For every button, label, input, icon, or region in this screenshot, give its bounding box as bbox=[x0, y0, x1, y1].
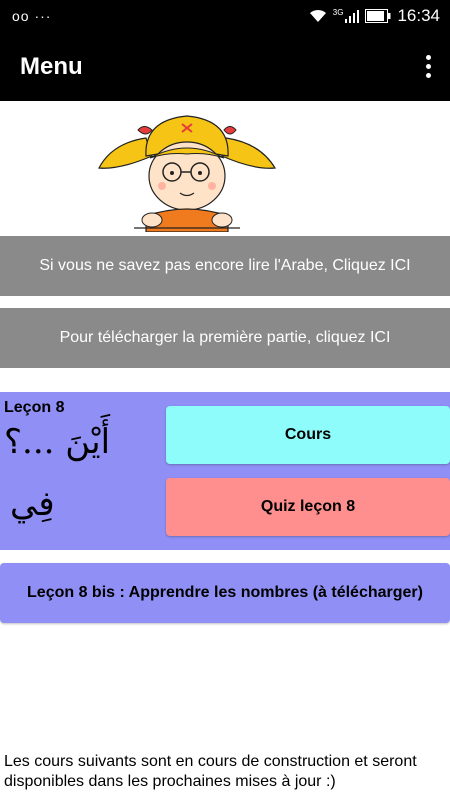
more-vert-icon[interactable] bbox=[424, 55, 432, 81]
download-first-part-button[interactable]: Pour télécharger la première partie, cliquez ICI bbox=[0, 308, 450, 368]
page-title: Menu bbox=[20, 53, 83, 80]
arabic-text-line-2: فِي bbox=[10, 484, 55, 524]
arabic-text-line-1: أَيْنَ ...؟ bbox=[4, 422, 111, 462]
lesson-8-panel bbox=[0, 392, 450, 550]
status-notification-icons: oo ··· bbox=[12, 8, 52, 24]
app-bar bbox=[0, 33, 450, 101]
learn-to-read-arabic-button[interactable]: Si vous ne savez pas encore lire l'Arabe, Cliquez ICI bbox=[0, 236, 450, 296]
upcoming-courses-note: Les cours suivants sont en cours de construction et seront disponibles dans les prochaines mises à jour :) bbox=[4, 753, 417, 790]
signal-icon bbox=[345, 9, 359, 23]
lesson-title: Leçon 8 bbox=[4, 399, 65, 416]
quiz-lesson-8-button[interactable]: Quiz leçon 8 bbox=[166, 478, 450, 536]
girl-mascot-illustration bbox=[94, 108, 280, 232]
status-time: 16:34 bbox=[397, 6, 440, 25]
wifi-icon bbox=[309, 9, 327, 23]
cours-button[interactable]: Cours bbox=[166, 406, 450, 464]
status-bar bbox=[0, 0, 450, 33]
battery-icon bbox=[365, 9, 391, 23]
lesson-8-bis-button[interactable]: Leçon 8 bis : Apprendre les nombres (à télécharger) bbox=[0, 563, 450, 623]
network-type-label: 3G bbox=[332, 7, 344, 17]
